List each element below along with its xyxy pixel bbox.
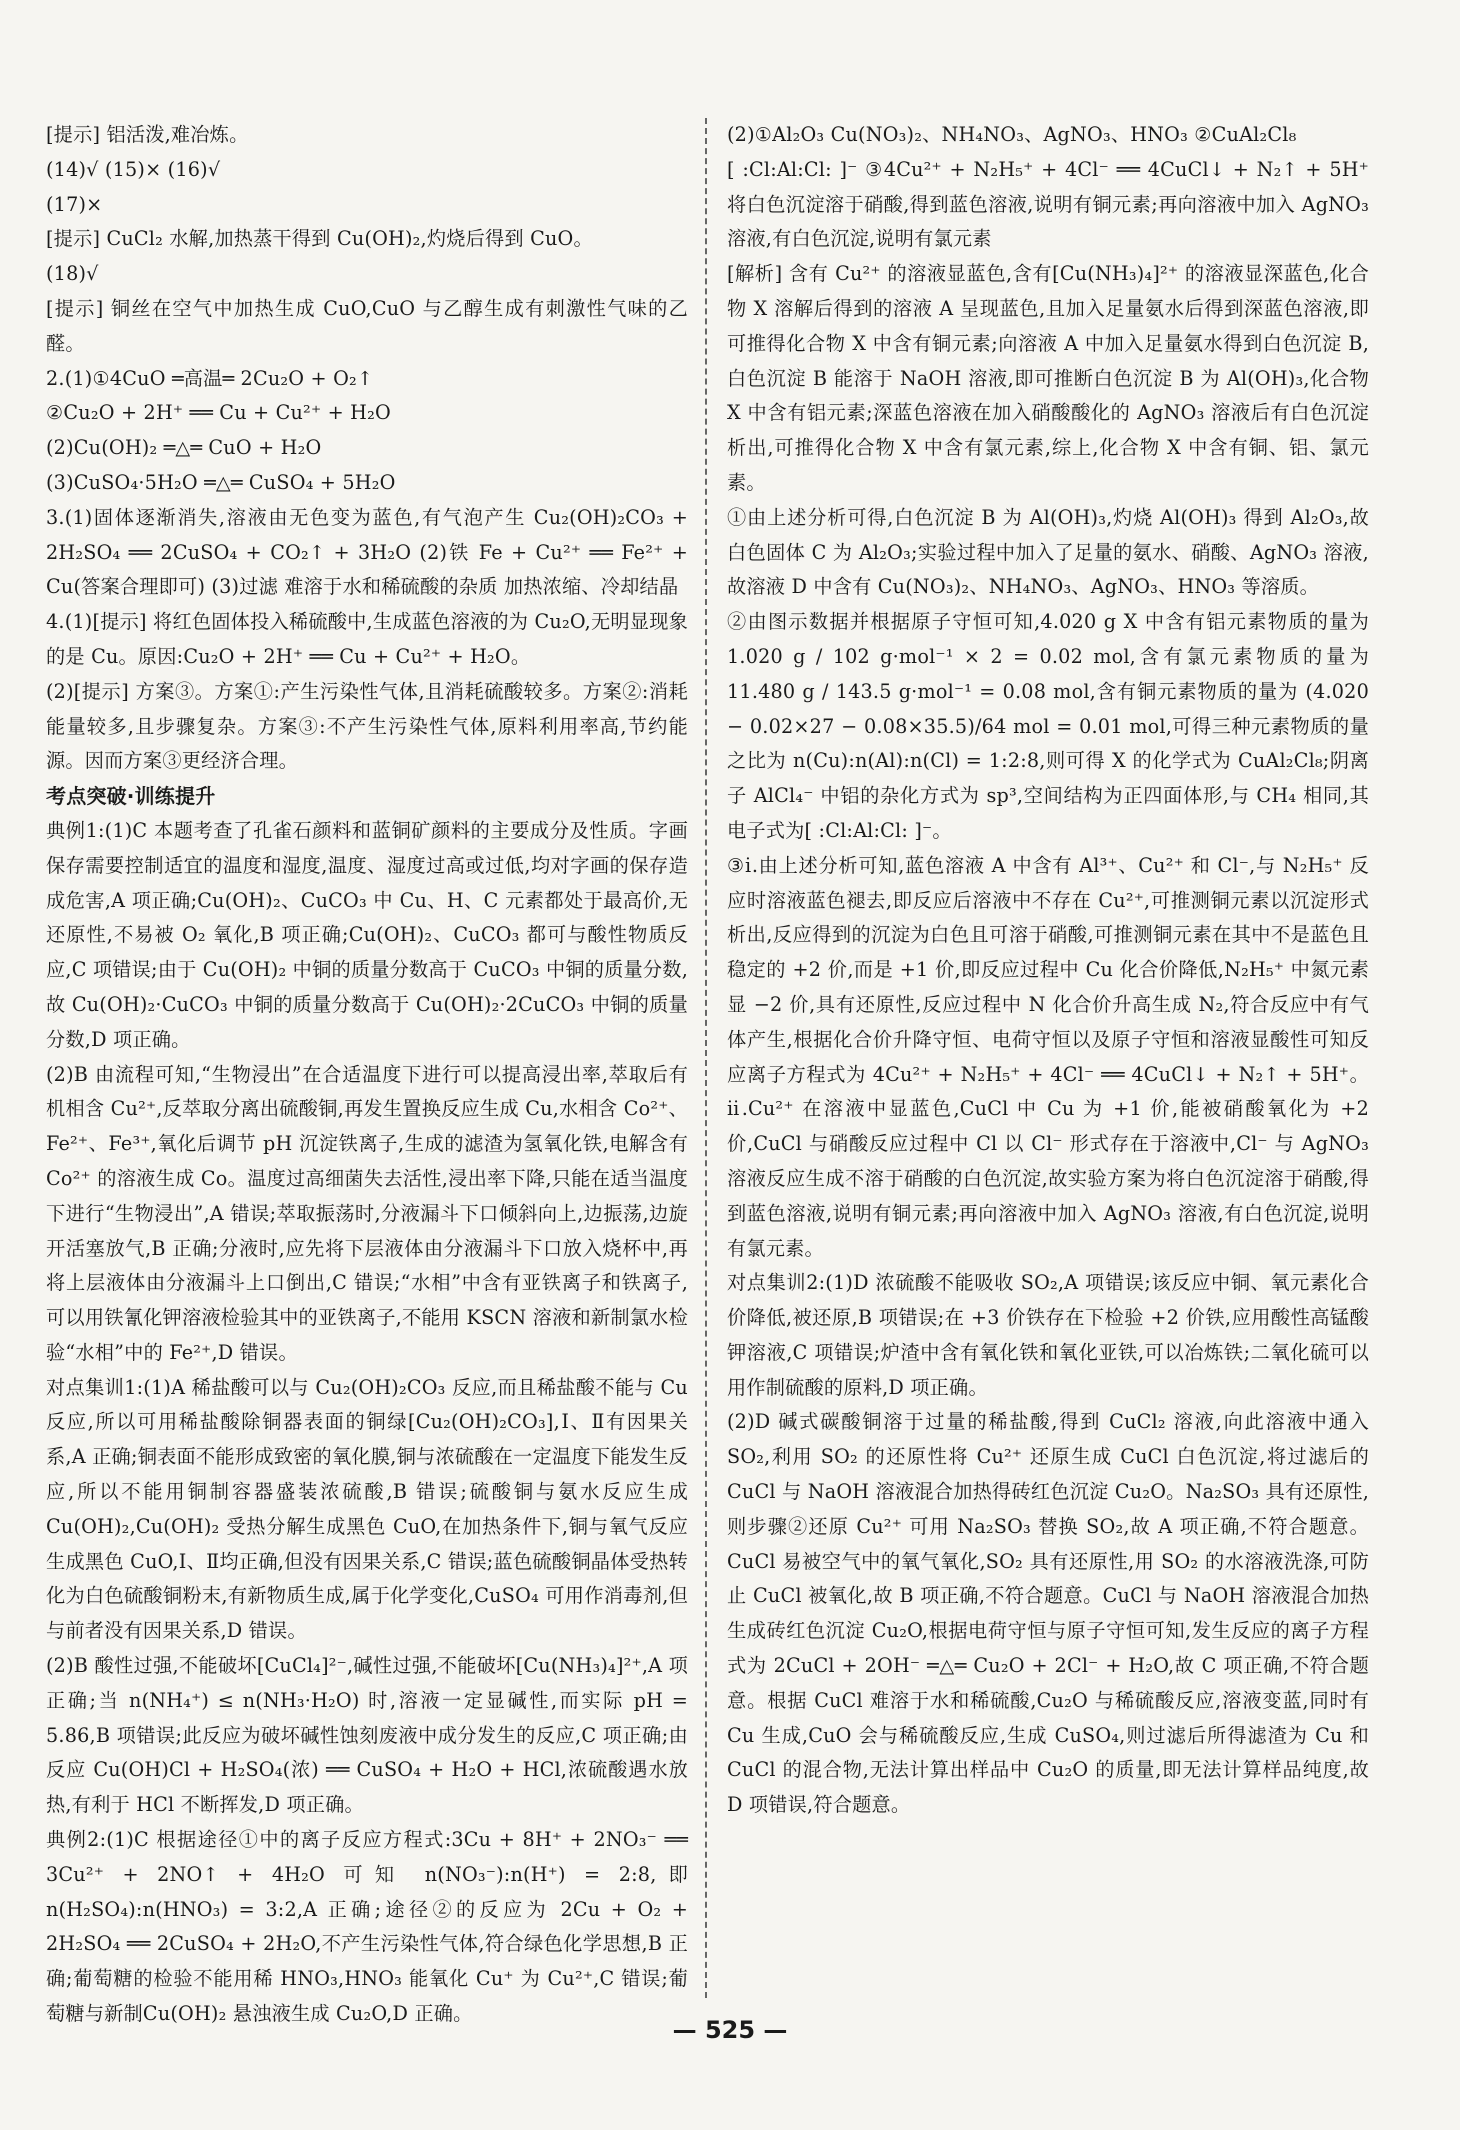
answer-paragraph: 3.(1)固体逐渐消失,溶液由无色变为蓝色,有气泡产生 Cu₂(OH)₂CO₃ + 2H₂SO₄ ══ 2CuSO₄ + CO₂↑ + 3H₂O (2)铁 Fe + Cu²⁺ ══ Fe²⁺ + Cu(答案合理即可) (3)过滤 难溶于水和稀硫酸的杂质 加热浓缩、冷却结晶 bbox=[46, 505, 688, 599]
column-divider bbox=[705, 118, 707, 1998]
answer-paragraph: 4.(1)[提示] 将红色固体投入稀硫酸中,生成蓝色溶液的为 Cu₂O,无明显现象的是 Cu。原因:Cu₂O + 2H⁺ ══ Cu + Cu²⁺ + H₂O。 bbox=[46, 610, 688, 668]
equation-line: (3)CuSO₄·5H₂O ═△═ CuSO₄ + 5H₂O bbox=[46, 470, 396, 494]
text-line: [提示] 铜丝在空气中加热生成 CuO,CuO 与乙醇生成有刺激性气味的乙醛。 bbox=[46, 296, 688, 355]
answer-paragraph: (2)D 碱式碳酸铜溶于过量的稀盐酸,得到 CuCl₂ 溶液,向此溶液中通入 SO₂,利用 SO₂ 的还原性将 Cu²⁺ 还原生成 CuCl 白色沉淀,将过滤后的 CuCl 与 NaOH 溶液混合加热得砖红色沉淀 Cu₂O。Na₂SO₃ 具有还原性,则步骤②还原 Cu²⁺ 可用 Na₂SO₃ 替换 SO₂,故 A 项正确,不符合题意。CuCl 易被空气中的氧气氧化,SO₂ 具有还原性,用 SO₂ 的水溶液洗涤,可防止 CuCl 被氧化,故 B 项正确,不符合题意。CuCl 与 NaOH 溶液混合加热生成砖红色沉淀 Cu₂O,根据电荷守恒与原子守恒可知,发生反应的离子方程式为 2CuCl + 2OH⁻ ═△═ Cu₂O + 2Cl⁻ + H₂O,故 C 项正确,不符合题意。根据 CuCl 难溶于水和稀硫酸,Cu₂O 与稀硫酸反应,溶液变蓝,同时有 Cu 生成,CuO 会与稀硫酸反应,生成 CuSO₄,则过滤后所得滤渣为 Cu 和 CuCl 的混合物,无法计算出样品中 Cu₂O 的质量,即无法计算样品纯度,故 D 项错误,符合题意。 bbox=[727, 1410, 1369, 1817]
equation-line: 2.(1)①4CuO ═高温═ 2Cu₂O + O₂↑ bbox=[46, 366, 374, 390]
answer-paragraph: (2)[提示] 方案③。方案①:产生污染性气体,且消耗硫酸较多。方案②:消耗能量较多,且步骤复杂。方案③:不产生污染性气体,原料利用率高,节约能源。因而方案③更经济合理。 bbox=[46, 679, 688, 773]
text-line: (17)× bbox=[46, 192, 103, 216]
answer-paragraph: 典例2:(1)C 根据途径①中的离子反应方程式:3Cu + 8H⁺ + 2NO₃⁻ ══ 3Cu²⁺ + 2NO↑ + 4H₂O 可知 n(NO₃⁻):n(H⁺) = 2:8,即 n(H₂SO₄):n(HNO₃) = 3:2,A 正确;途径②的反应为 2Cu + O₂ + 2H₂SO₄ ══ 2CuSO₄ + 2H₂O,不产生污染性气体,符合绿色化学思想,B 正确;葡萄糖的检验不能用稀 HNO₃,HNO₃ 能氧化 Cu⁺ 为 Cu²⁺,C 错误;葡萄糖与新制Cu(OH)₂ 悬浊液生成 Cu₂O,D 正确。 bbox=[46, 1828, 688, 2026]
analysis-paragraph: [解析] 含有 Cu²⁺ 的溶液显蓝色,含有[Cu(NH₃)₄]²⁺ 的溶液显深蓝色,化合物 X 溶解后得到的溶液 A 呈现蓝色,且加入足量氨水后得到深蓝色溶液,即可推得化合物 X 中含有铜元素;向溶液 A 中加入足量氨水得到白色沉淀 B,白色沉淀 B 能溶于 NaOH 溶液,即可推断白色沉淀 B 为 Al(OH)₃,化合物 X 中含有铝元素;深蓝色溶液在加入硝酸酸化的 AgNO₃ 溶液后有白色沉淀析出,可推得化合物 X 中含有氯元素,综上,化合物 X 中含有铜、铝、氯元素。 bbox=[727, 262, 1369, 494]
answer-paragraph: [ :Cl:Al:Cl: ]⁻ ③4Cu²⁺ + N₂H₅⁺ + 4Cl⁻ ══ 4CuCl↓ + N₂↑ + 5H⁺ 将白色沉淀溶于硝酸,得到蓝色溶液,说明有铜元素;再向溶液中加入 AgNO₃ 溶液,有白色沉淀,说明有氯元素 bbox=[727, 157, 1369, 251]
equation-line: ②Cu₂O + 2H⁺ ══ Cu + Cu²⁺ + H₂O bbox=[46, 401, 391, 425]
text-line: [提示] 铝活泼,难冶炼。 bbox=[46, 123, 249, 146]
analysis-paragraph: ①由上述分析可得,白色沉淀 B 为 Al(OH)₃,灼烧 Al(OH)₃ 得到 Al₂O₃,故白色固体 C 为 Al₂O₃;实验过程中加入了足量的氨水、硝酸、AgNO₃ 溶液,故溶液 D 中含有 Cu(NO₃)₂、NH₄NO₃、AgNO₃、HNO₃ 等溶质。 bbox=[727, 505, 1369, 599]
answer-paragraph: 对点集训2:(1)D 浓硫酸不能吸收 SO₂,A 项错误;该反应中铜、氧元素化合价降低,被还原,B 项错误;在 +3 价铁存在下检验 +2 价铁,应用酸性高锰酸钾溶液,C 项错误;炉渣中含有氧化铁和氧化亚铁,可以冶炼铁;二氧化硫可以用作制硫酸的原料,D 项正确。 bbox=[727, 1271, 1369, 1399]
text-line: (18)√ bbox=[46, 262, 99, 286]
answer-paragraph: (2)B 由流程可知,“生物浸出”在合适温度下进行可以提高浸出率,萃取后有机相含 Cu²⁺,反萃取分离出硫酸铜,再发生置换反应生成 Cu,水相含 Co²⁺、Fe²⁺、Fe³⁺,氧化后调节 pH 沉淀铁离子,生成的滤渣为氢氧化铁,电解含有 Co²⁺ 的溶液生成 Co。温度过高细菌失去活性,浸出率下降,只能在适当温度下进行“生物浸出”,A 错误;萃取振荡时,分液漏斗下口倾斜向上,边振荡,边旋开活塞放气,B 正确;分液时,应先将下层液体由分液漏斗下口放入烧杯中,再将上层液体由分液漏斗上口倒出,C 错误;“水相”中含有亚铁离子和铁离子,可以用铁氰化钾溶液检验其中的亚铁离子,不能用 KSCN 溶液和新制氯水检验“水相”中的 Fe²⁺,D 错误。 bbox=[46, 1062, 688, 1364]
answer-paragraph: 典例1:(1)C 本题考查了孔雀石颜料和蓝铜矿颜料的主要成分及性质。字画保存需要控制适宜的温度和湿度,温度、湿度过高或过低,均对字画的保存造成危害,A 项正确;Cu(OH)₂、CuCO₃ 中 Cu、H、C 元素都处于最高价,无还原性,不易被 O₂ 氧化,B 项正确;Cu(OH)₂、CuCO₃ 都可与酸性物质反应,C 项错误;由于 Cu(OH)₂ 中铜的质量分数高于 CuCO₃ 中铜的质量分数,故 Cu(OH)₂·CuCO₃ 中铜的质量分数高于 Cu(OH)₂·2CuCO₃ 中铜的质量分数,D 项正确。 bbox=[46, 818, 688, 1051]
page-number: — 525 — bbox=[672, 2016, 788, 2044]
right-column bbox=[727, 118, 1369, 1823]
equation-line: (2)Cu(OH)₂ ═△═ CuO + H₂O bbox=[46, 436, 322, 460]
answer-paragraph: 对点集训1:(1)A 稀盐酸可以与 Cu₂(OH)₂CO₃ 反应,而且稀盐酸不能与 Cu 反应,所以可用稀盐酸除铜器表面的铜绿[Cu₂(OH)₂CO₃],Ⅰ、Ⅱ有因果关系,A 正确;铜表面不能形成致密的氧化膜,铜与浓硫酸在一定温度下能发生反应,所以不能用铜制容器盛装浓硫酸,B 错误;硫酸铜与氨水反应生成Cu(OH)₂,Cu(OH)₂ 受热分解生成黑色 CuO,在加热条件下,铜与氧气反应生成黑色 CuO,Ⅰ、Ⅱ均正确,但没有因果关系,C 错误;蓝色硫酸铜晶体受热转化为白色硫酸铜粉末,有新物质生成,属于化学变化,CuSO₄ 可用作消毒剂,但与前者没有因果关系,D 错误。 bbox=[46, 1375, 688, 1643]
answer-paragraph: (2)①Al₂O₃ Cu(NO₃)₂、NH₄NO₃、AgNO₃、HNO₃ ②CuAl₂Cl₈ bbox=[727, 123, 1297, 146]
text-line: (14)√ (15)× (16)√ bbox=[46, 157, 221, 181]
analysis-paragraph: ②由图示数据并根据原子守恒可知,4.020 g X 中含有铝元素物质的量为 1.020 g / 102 g·mol⁻¹ × 2 = 0.02 mol,含有氯元素物质的量为 11.480 g / 143.5 g·mol⁻¹ = 0.08 mol,含有铜元素物质的量为 (4.020 − 0.02×27 − 0.08×35.5)/64 mol = 0.01 mol,可得三种元素物质的量之比为 n(Cu):n(Al):n(Cl) = 1:2:8,则可得 X 的化学式为 CuAl₂Cl₈;阴离子 AlCl₄⁻ 中铝的杂化方式为 sp³,空间结构为正四面体形,与 CH₄ 相同,其电子式为[ :Cl:Al:Cl: ]⁻。 bbox=[727, 610, 1369, 842]
section-heading: 考点突破·训练提升 bbox=[46, 784, 216, 809]
answer-paragraph: (2)B 酸性过强,不能破坏[CuCl₄]²⁻,碱性过强,不能破坏[Cu(NH₃)₄]²⁺,A 项正确;当 n(NH₄⁺) ≤ n(NH₃·H₂O) 时,溶液一定显碱性,而实际 pH = 5.86,B 项错误;此反应为破坏碱性蚀刻废液中成分发生的反应,C 项正确;由反应 Cu(OH)Cl + H₂SO₄(浓) ══ CuSO₄ + H₂O + HCl,浓硫酸遇水放热,有利于 HCl 不断挥发,D 项正确。 bbox=[46, 1654, 688, 1817]
analysis-paragraph: ③ⅰ.由上述分析可知,蓝色溶液 A 中含有 Al³⁺、Cu²⁺ 和 Cl⁻,与 N₂H₅⁺ 反应时溶液蓝色褪去,即反应后溶液中不存在 Cu²⁺,可推测铜元素以沉淀形式析出,反应得到的沉淀为白色且可溶于硝酸,可推测铜元素在其中不是蓝色且稳定的 +2 价,而是 +1 价,即反应过程中 Cu 化合价降低,N₂H₅⁺ 中氮元素显 −2 价,具有还原性,反应过程中 N 化合价升高生成 N₂,符合反应中有气体产生,根据化合价升降守恒、电荷守恒以及原子守恒和溶液显酸性可知反应离子方程式为 4Cu²⁺ + N₂H₅⁺ + 4Cl⁻ ══ 4CuCl↓ + N₂↑ + 5H⁺。ⅱ.Cu²⁺ 在溶液中显蓝色,CuCl 中 Cu 为 +1 价,能被硝酸氧化为 +2 价,CuCl 与硝酸反应过程中 Cl 以 Cl⁻ 形式存在于溶液中,Cl⁻ 与 AgNO₃ 溶液反应生成不溶于硝酸的白色沉淀,故实验方案为将白色沉淀溶于硝酸,得到蓝色溶液,说明有铜元素;再向溶液中加入 AgNO₃ 溶液,有白色沉淀,说明有氯元素。 bbox=[727, 853, 1369, 1260]
text-line: [提示] CuCl₂ 水解,加热蒸干得到 Cu(OH)₂,灼烧后得到 CuO。 bbox=[46, 227, 593, 251]
left-column bbox=[46, 118, 688, 2032]
